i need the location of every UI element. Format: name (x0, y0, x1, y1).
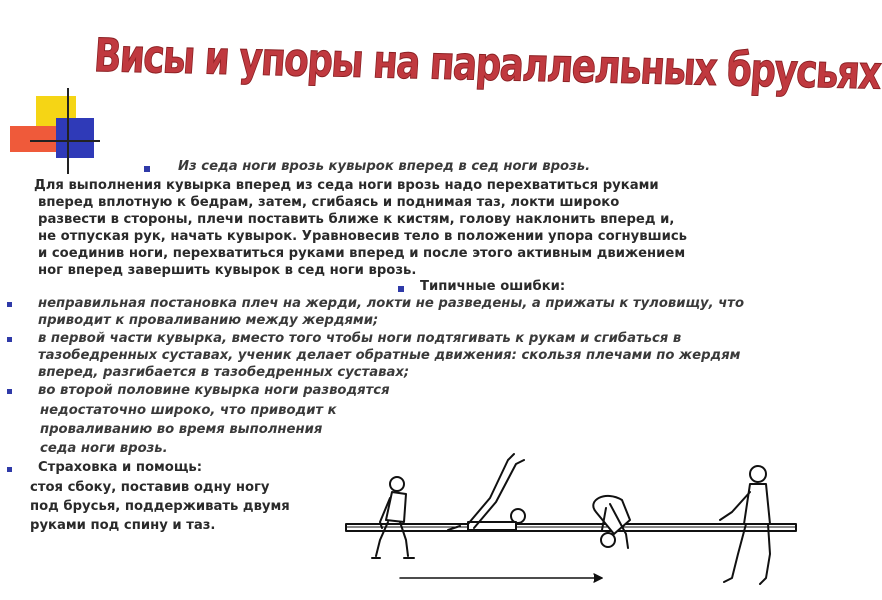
description-line: не отпуская рук, начать кувырок. Уравновесив тело в положении упора согнувшись (38, 229, 687, 244)
error-bullet (7, 337, 12, 342)
error-line: в первой части кувырка, вместо того чтобы ноги подтягивать к рукам и сгибаться в (38, 331, 682, 346)
error-bullet (7, 389, 12, 394)
error-line: во второй половине кувырка ноги разводятся (38, 383, 390, 398)
description-line: ног вперед завершить кувырок в сед ноги врозь. (38, 263, 417, 278)
description-line: вперед вплотную к бедрам, затем, сгибаясь и поднимая таз, локти широко (38, 195, 620, 210)
deco-horizontal-line (30, 140, 100, 142)
gymnast-figure-2 (448, 454, 525, 530)
error-line: вперед, разгибается в тазобедренных суставах; (38, 365, 410, 380)
error-line: тазобедренных суставах, ученик делает обратные движения: скользя плечами по жердям (38, 348, 741, 363)
subtitle-bullet (144, 166, 150, 172)
error-bullet (7, 302, 12, 307)
deco-vertical-line (67, 88, 69, 174)
safety-line: под брусья, поддерживать двумя (30, 499, 290, 514)
safety-line: стоя сбоку, поставив одну ногу (30, 480, 270, 495)
subtitle: Из седа ноги врозь кувырок вперед в сед ноги врозь. (178, 159, 591, 174)
safety-heading: Страховка и помощь: (38, 460, 203, 475)
error-line: проваливанию во время выполнения (40, 422, 323, 437)
errors-heading-bullet (398, 286, 404, 292)
description-line: развести в стороны, плечи поставить ближе к кистям, голову наклонить вперед и, (38, 212, 675, 227)
safety-line: руками под спину и таз. (30, 518, 216, 533)
errors-heading: Типичные ошибки: (420, 279, 566, 294)
gymnast-figure-1 (372, 477, 414, 558)
error-line: седа ноги врозь. (40, 441, 168, 456)
description-line: и соединив ноги, перехватиться руками вперед и после этого активным движением (38, 246, 686, 261)
page-title: Висы и упоры на параллельных брусьях (92, 28, 882, 100)
gymnast-figure-3 (593, 496, 630, 548)
description-line: Для выполнения кувырка вперед из седа ноги врозь надо перехватиться руками (34, 178, 659, 193)
safety-bullet (7, 467, 12, 472)
error-line: неправильная постановка плеч на жерди, локти не разведены, а прижаты к туловищу, что (38, 296, 745, 311)
gymnast-illustration (340, 438, 798, 598)
error-line: приводит к проваливанию между жердями; (38, 313, 379, 328)
deco-blue-square (56, 118, 94, 158)
error-line: недостаточно широко, что приводит к (40, 403, 337, 418)
